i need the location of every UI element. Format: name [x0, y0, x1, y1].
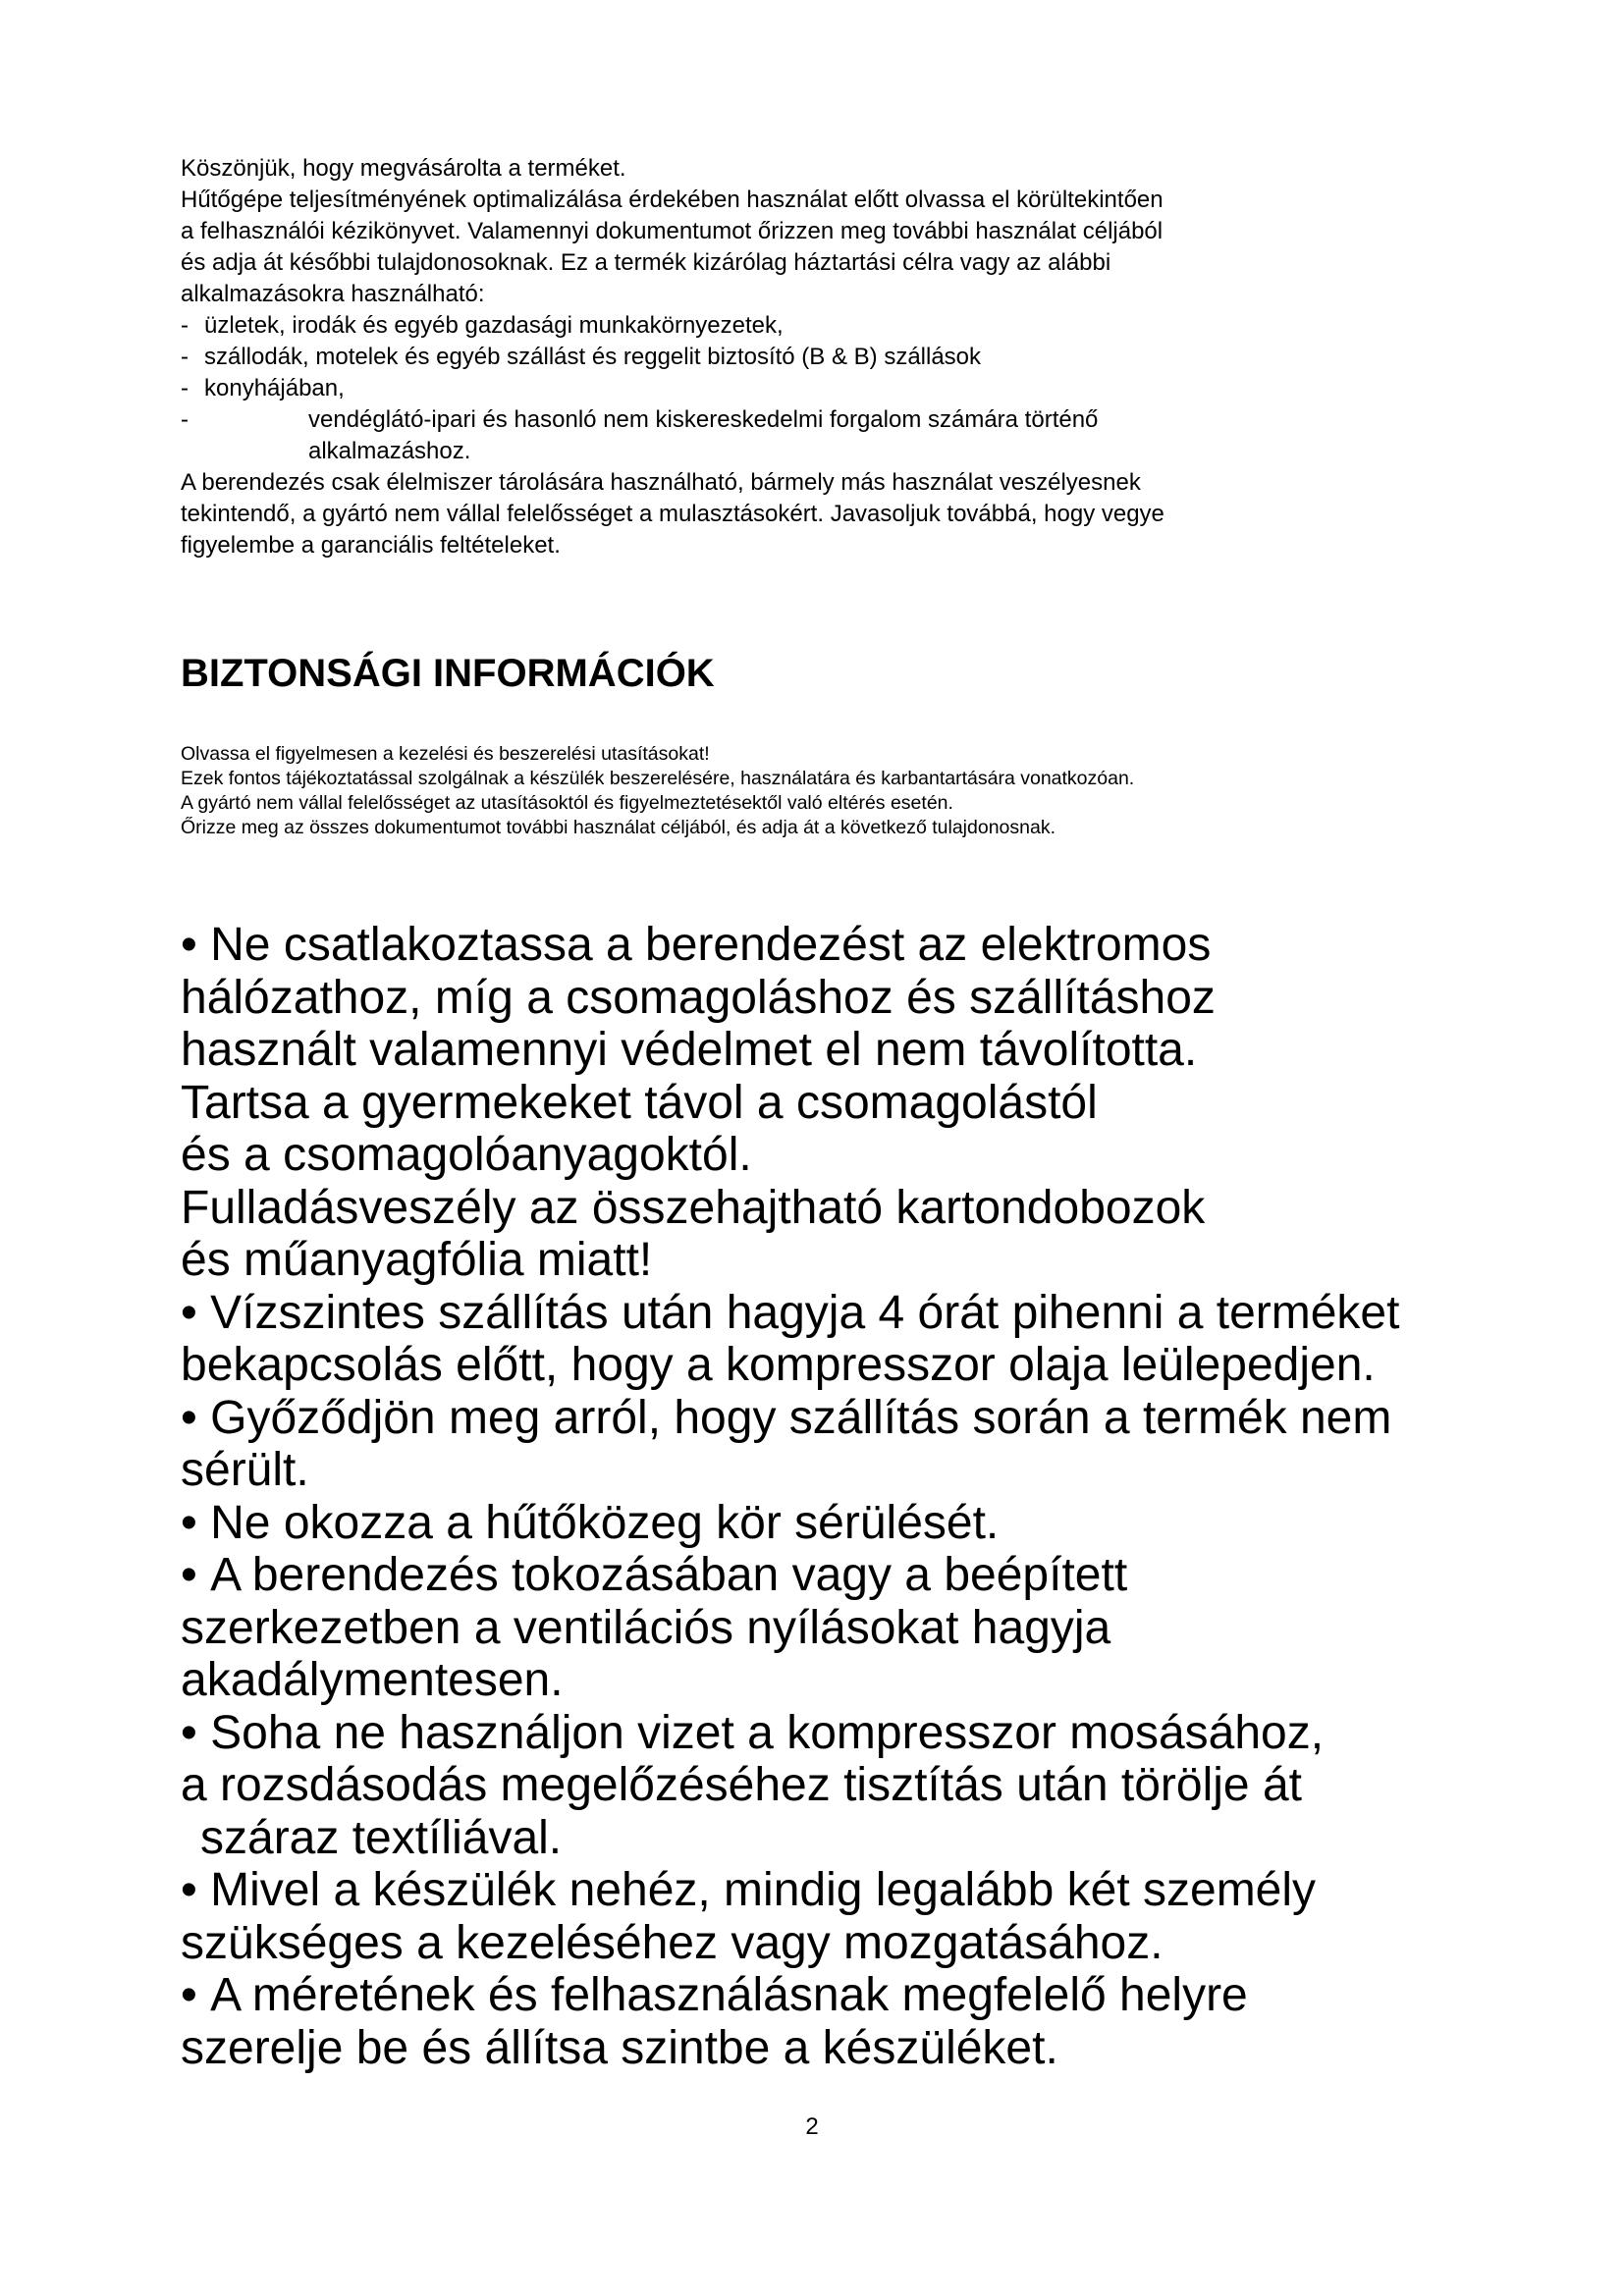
- list-item: - szállodák, motelek és egyéb szállást és reggelit biztosító (B & B) szállások: [181, 344, 982, 370]
- warning-line: és műanyagfólia miatt!: [181, 1234, 653, 1286]
- warning-line: akadálymentesen.: [181, 1654, 564, 1706]
- list-item: - üzletek, irodák és egyéb gazdasági munkakörnyezetek,: [181, 312, 784, 339]
- warning-line: bekapcsolás előtt, hogy a kompresszor olaja leülepedjen.: [181, 1339, 1376, 1391]
- warning-line: a rozsdásodás megelőzéséhez tisztítás után törölje át: [181, 1759, 1302, 1811]
- warning-line: és a csomagolóanyagoktól.: [181, 1129, 752, 1181]
- warning-line: • Ne csatlakoztassa a berendezést az elektromos: [181, 919, 1477, 972]
- intro-section: [181, 153, 1457, 561]
- warning-line: szerelje be és állítsa szintbe a készüléket.: [181, 2021, 1058, 2074]
- page-content: [181, 153, 1457, 2074]
- warning-line: szerkezetben a ventilációs nyílásokat hagyja: [181, 1601, 1111, 1654]
- warning-line: • Vízszintes szállítás után hagyja 4 órát pihenni a terméket: [181, 1287, 1477, 1340]
- warning-line: • Győződjön meg arról, hogy szállítás során a termék nem: [181, 1392, 1477, 1445]
- warning-line: sérült.: [181, 1444, 309, 1496]
- safety-note: A gyártó nem vállal felelősséget az utasításoktól és figyelmeztetésektől való eltérés esetén.: [181, 792, 953, 814]
- intro-line: alkalmazásokra használható:: [181, 281, 485, 307]
- safety-note: Őrizze meg az összes dokumentumot további használat céljából, és adja át a következő tulajdonosnak.: [181, 817, 1056, 838]
- safety-warnings: [181, 919, 1477, 2074]
- safety-notes: [181, 742, 1134, 840]
- warning-line: szükséges a kezeléséhez vagy mozgatásához.: [181, 1916, 1164, 1969]
- warning-line: • Ne okozza a hűtőközeg kör sérülését.: [181, 1497, 1477, 1550]
- intro-line: Hűtőgépe teljesítményének optimalizálása érdekében használat előtt olvassa el körültekintően: [181, 187, 1164, 213]
- intro-line: és adja át későbbi tulajdonosoknak. Ez a termék kizárólag háztartási célra vagy az alábbi: [181, 249, 1111, 276]
- intro-closing-line: figyelembe a garanciális feltételeket.: [181, 532, 561, 559]
- warning-line: • Soha ne használjon vizet a kompresszor mosásához,: [181, 1707, 1477, 1760]
- intro-line: a felhasználói kézikönyvet. Valamennyi dokumentumot őrizzen meg további használat céljából: [181, 218, 1164, 244]
- intro-line: Köszönjük, hogy megvásárolta a terméket.: [181, 155, 626, 182]
- intro-closing-line: tekintendő, a gyártó nem vállal felelősséget a mulasztásokért. Javasoljuk továbbá, hogy vegye: [181, 501, 1164, 527]
- warning-line: használt valamennyi védelmet el nem távolította.: [181, 1024, 1198, 1076]
- safety-note: Ezek fontos tájékoztatással szolgálnak a készülék beszerelésére, használatára és karbantartására vonatkozóan.: [181, 768, 1135, 789]
- section-heading: BIZTONSÁGI INFORMÁCIÓK: [181, 652, 715, 695]
- warning-line: Fulladásveszély az összehajtható kartondobozok: [181, 1181, 1206, 1234]
- warning-line: • Mivel a készülék nehéz, mindig legalább két személy: [181, 1864, 1477, 1917]
- warning-line: • A berendezés tokozásában vagy a beépített: [181, 1549, 1477, 1602]
- list-item: - konyhájában,: [181, 375, 345, 401]
- page-number: 2: [805, 2113, 819, 2140]
- warning-line: • A méretének és felhasználásnak megfelelő helyre: [181, 1969, 1477, 2022]
- intro-closing-line: A berendezés csak élelmiszer tárolására használható, bármely más használat veszélyesnek: [181, 469, 1141, 496]
- usage-list: [181, 310, 1457, 436]
- safety-note: Olvassa el figyelmesen a kezelési és beszerelési utasításokat!: [181, 743, 710, 765]
- warning-line: száraz textíliával.: [200, 1811, 563, 1864]
- warning-line: Tartsa a gyermekeket távol a csomagolástól: [181, 1076, 1098, 1129]
- warning-line: hálózathoz, míg a csomagoláshoz és szállításhoz: [181, 971, 1216, 1024]
- list-item-continuation: alkalmazáshoz.: [308, 438, 471, 464]
- list-item: - vendéglátó-ipari és hasonló nem kiskereskedelmi forgalom számára történő: [181, 406, 1099, 433]
